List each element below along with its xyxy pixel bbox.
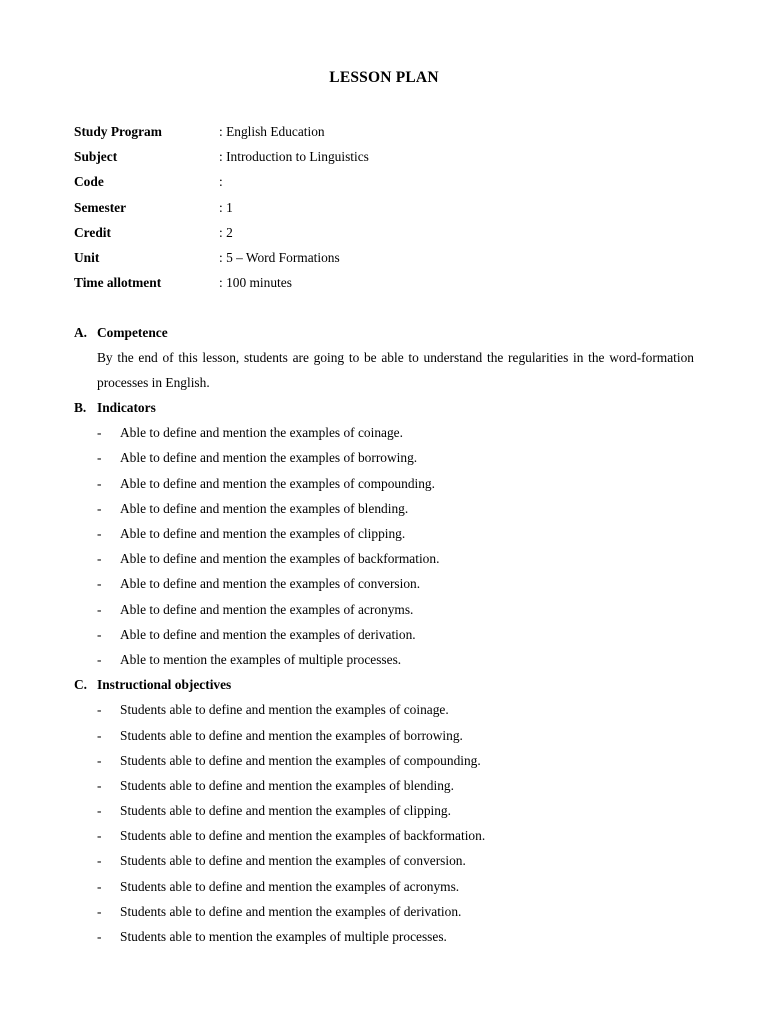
info-row-unit — [74, 249, 369, 274]
list-item — [97, 903, 694, 928]
list-item — [97, 626, 694, 651]
bullet-dash: - — [97, 551, 102, 567]
list-item — [97, 424, 694, 449]
list-item — [97, 525, 694, 550]
info-value: : Introduction to Linguistics — [219, 149, 369, 165]
list-item — [97, 827, 694, 852]
info-label: Time allotment — [74, 275, 162, 291]
list-item — [97, 449, 694, 474]
page-title: LESSON PLAN — [329, 69, 439, 86]
info-label: Unit — [74, 249, 100, 265]
bullet-dash: - — [97, 500, 102, 516]
list-item — [97, 601, 694, 626]
list-item — [97, 802, 694, 827]
bullet-dash: - — [97, 828, 102, 844]
list-item — [97, 550, 694, 575]
list-item-text: Able to mention the examples of multiple processes. — [120, 651, 402, 667]
info-value: : English Education — [219, 124, 325, 139]
competence-paragraph: By the end of this lesson, students are going to be able to understand the regularities in the word-formation processes in English. — [97, 350, 694, 391]
info-row-credit — [74, 224, 369, 249]
section-title: Indicators — [97, 400, 156, 416]
list-item-text: Students able to define and mention the examples of blending. — [120, 777, 454, 793]
list-item-text: Students able to define and mention the examples of clipping. — [120, 803, 451, 819]
info-value: : 100 minutes — [219, 275, 292, 291]
bullet-dash: - — [97, 576, 102, 592]
section-title: Instructional objectives — [97, 677, 232, 693]
list-item — [97, 701, 694, 726]
bullet-dash: - — [97, 777, 102, 793]
section-title: Competence — [97, 324, 168, 340]
info-label: Credit — [74, 224, 111, 240]
list-item — [97, 651, 694, 676]
list-item-text: Able to define and mention the examples of derivation. — [120, 626, 416, 642]
bullet-dash: - — [97, 752, 102, 768]
list-item-text: Able to define and mention the examples of acronyms. — [120, 601, 414, 617]
list-item-text: Able to define and mention the examples of coinage. — [120, 425, 403, 441]
list-item-text: Able to define and mention the examples of compounding. — [120, 475, 435, 491]
list-item-text: Able to define and mention the examples of clipping. — [120, 526, 406, 542]
list-item — [97, 500, 694, 525]
bullet-dash: - — [97, 425, 102, 441]
bullet-dash: - — [97, 475, 102, 491]
list-item-text: Students able to define and mention the examples of backformation. — [120, 828, 486, 844]
list-item — [97, 852, 694, 877]
section-letter: A. — [74, 324, 88, 340]
info-value: : 5 – Word Formations — [219, 249, 340, 265]
list-item — [97, 752, 694, 777]
info-value: : — [219, 174, 223, 190]
bullet-dash: - — [97, 651, 102, 667]
bullet-dash: - — [97, 803, 102, 819]
section-heading-objectives — [74, 676, 694, 701]
info-label: Subject — [74, 149, 118, 165]
info-row-subject — [74, 148, 369, 173]
list-item-text: Able to define and mention the examples of backformation. — [120, 551, 440, 567]
list-item-text: Students able to define and mention the examples of coinage. — [120, 702, 449, 718]
bullet-dash: - — [97, 526, 102, 542]
bullet-dash: - — [97, 727, 102, 743]
list-item-text: Students able to define and mention the examples of borrowing. — [120, 727, 463, 743]
bullet-dash: - — [97, 903, 102, 919]
list-item — [97, 777, 694, 802]
list-item — [97, 727, 694, 752]
info-row-study-program — [74, 123, 369, 148]
objectives-list — [74, 701, 694, 953]
info-label: Code — [74, 174, 104, 190]
section-heading-indicators — [74, 399, 694, 424]
list-item-text: Students able to define and mention the examples of derivation. — [120, 903, 462, 919]
info-table — [74, 123, 369, 299]
list-item-text: Students able to mention the examples of multiple processes. — [120, 929, 447, 945]
bullet-dash: - — [97, 853, 102, 869]
info-value: : 1 — [219, 199, 233, 215]
section-letter: C. — [74, 677, 88, 693]
info-row-semester — [74, 199, 369, 224]
list-item — [97, 475, 694, 500]
lesson-sections — [74, 324, 694, 954]
info-label: Study Program — [74, 124, 162, 139]
indicators-list — [74, 424, 694, 676]
bullet-dash: - — [97, 702, 102, 718]
info-label: Semester — [74, 199, 127, 215]
info-row-time-allotment — [74, 274, 369, 299]
section-letter: B. — [74, 400, 87, 416]
bullet-dash: - — [97, 929, 102, 945]
bullet-dash: - — [97, 878, 102, 894]
list-item-text: Students able to define and mention the examples of acronyms. — [120, 878, 460, 894]
list-item — [97, 575, 694, 600]
list-item-text: Able to define and mention the examples of conversion. — [120, 576, 421, 592]
list-item-text: Able to define and mention the examples of blending. — [120, 500, 409, 516]
list-item — [97, 878, 694, 903]
bullet-dash: - — [97, 450, 102, 466]
bullet-dash: - — [97, 626, 102, 642]
bullet-dash: - — [97, 601, 102, 617]
list-item-text: Students able to define and mention the examples of compounding. — [120, 752, 481, 768]
list-item-text: Students able to define and mention the examples of conversion. — [120, 853, 466, 869]
info-value: : 2 — [219, 224, 233, 240]
info-row-code — [74, 173, 369, 198]
list-item-text: Able to define and mention the examples of borrowing. — [120, 450, 418, 466]
list-item — [97, 928, 694, 953]
